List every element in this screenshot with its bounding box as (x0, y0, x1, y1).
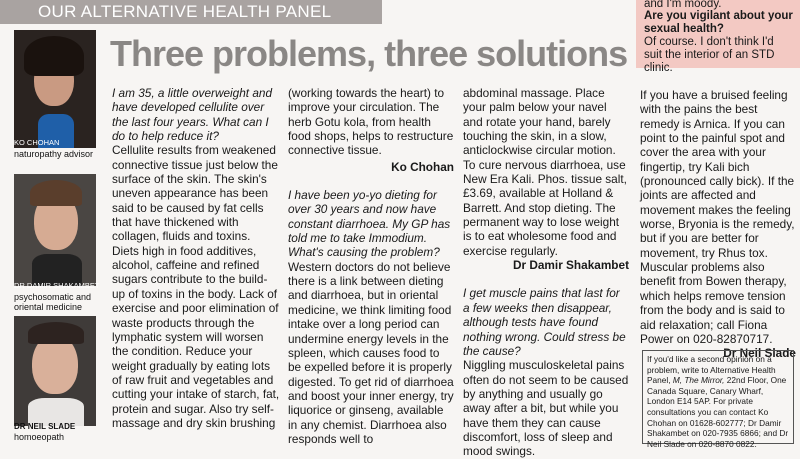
panel-name-1: KO CHOHAN (14, 138, 60, 147)
info-address: M, The Mirror, (672, 375, 725, 386)
panel-name-2: DR DAMIR SHAKAMBET (14, 281, 100, 290)
article-column-1 (112, 86, 280, 430)
neil-slade-photo (14, 316, 96, 426)
answer-diarrhoea-continued: abdominal massage. Place your palm below your navel and rotate your hand, barely touching the skin, in a slow, anticlockwise circular motion. To cure nervous diarrhoea, use New Era Kali. Phos. tissue salt, £3.69, available at Holland & Barrett. And stop dieting. The permanent way to lose weight is to eat wholesome food and exercise regularly. (463, 86, 627, 258)
question-cellulite: I am 35, a little overweight and have developed cellulite over the last four years. What can I do to help reduce it? (112, 86, 273, 144)
article-column-4 (640, 88, 796, 361)
pink-sidebar-fragment: and I'm moody. (644, 0, 722, 10)
pink-sidebar-question: Are you vigilant about your sexual health? (644, 10, 793, 35)
info-intro: If you'd like a second opinion on a problem, write to Alternative Health Panel, (647, 354, 776, 386)
ko-chohan-photo (14, 30, 96, 148)
contact-info-box (642, 350, 794, 449)
page-headline: Three problems, three solutions (110, 33, 628, 74)
section-banner-title: OUR ALTERNATIVE HEALTH PANEL (38, 2, 332, 21)
panel-role-2: psychosomatic and oriental medicine (14, 292, 92, 312)
panel-name-3-label (14, 422, 104, 432)
panel-caption-1 (14, 138, 104, 148)
question-diarrhoea: I have been yo-yo dieting for over 30 years and now have constant diarrhoea. My GP has told me to take Immodium. What's causing the problem? (288, 188, 451, 260)
info-contacts: 22nd Floor, One Canada Square, Canary Wharf, London E14 5AP. For private consultations you can contact Ko Chohan on 01628-602777; Dr Damir Shakambet on 020-7935 6866; and Dr Neil Slade on 020-8870 0822. (647, 375, 789, 449)
answer-cellulite-continued: (working towards the heart) to improve your circulation. The herb Gotu kola, from health food shops, helps to restructure connective tissue. (288, 86, 454, 158)
signature-damir-shakambet: Dr Damir Shakambet (512, 258, 629, 273)
answer-diarrhoea: Western doctors do not believe there is a link between dieting and diarrhoea, but in oriental medicine, we think limiting food intake over a long period can undermine energy levels in the spleen, which causes food to be expelled before it is properly digested. To get rid of diarrhoea and boost your inner energy, try liquorice or ginseng, available in any chemist. Diarrhoea also responds well to (288, 259, 454, 446)
panel-name-3: DR NEIL SLADE (14, 422, 76, 431)
panel-caption-2 (14, 281, 104, 291)
answer-muscle-pains-continued: If you have a bruised feeling with the pains the best remedy is Arnica. If you can point to the painful spot and cover the area with your fingertip, try Kali bich (pronounced cally bick). If the joints are affected and movement makes the feeling worse, Bryonia is the remedy, but if you are better for movement, try Rhus tox. Muscular problems also benefit from Bowen therapy, which helps remove tension from the body and is said to aid relaxation; call Fiona Power on 020-82870717. (640, 88, 795, 346)
pink-sidebar-answer: Of course. I don't think I'd suit the interior of an STD clinic. (644, 36, 775, 74)
article-column-3 (463, 86, 629, 459)
answer-cellulite: Cellulite results from weakened connective tissue just below the surface of the skin. The skin's uneven appearance has been said to be caused by fat cells that have thickened with collagen, fluids and toxins. Diets high in food additives, alcohol, caffeine and refined sugars contribute to the build-up of toxins in the body. Lack of exercise and poor elimination of waste products through the lymphatic system will worsen the condition. Reduce your weight gradually by eating lots of raw fruit and vegetables and cutting your intake of starch, fat, protein and sugar. Also try self-massage and dry skin brushing (112, 143, 280, 430)
panel-role-3: homoeopath (14, 432, 65, 442)
answer-muscle-pains: Niggling musculoskeletal pains often do not seem to be caused by anything and usually go away after a bit, but while you have them they can cause discomfort, loss of sleep and mood swings. (463, 358, 629, 459)
signature-ko-chohan: Ko Chohan (391, 159, 454, 174)
question-muscle-pains: I get muscle pains that last for a few weeks then disappear, although tests have found nothing wrong. Could stress be the cause? (463, 286, 626, 358)
damir-shakambet-photo (14, 174, 96, 286)
article-column-2 (288, 86, 454, 446)
panel-role-1: naturopathy advisor (14, 149, 94, 159)
signature-neil-slade: Dr Neil Slade (723, 346, 796, 361)
